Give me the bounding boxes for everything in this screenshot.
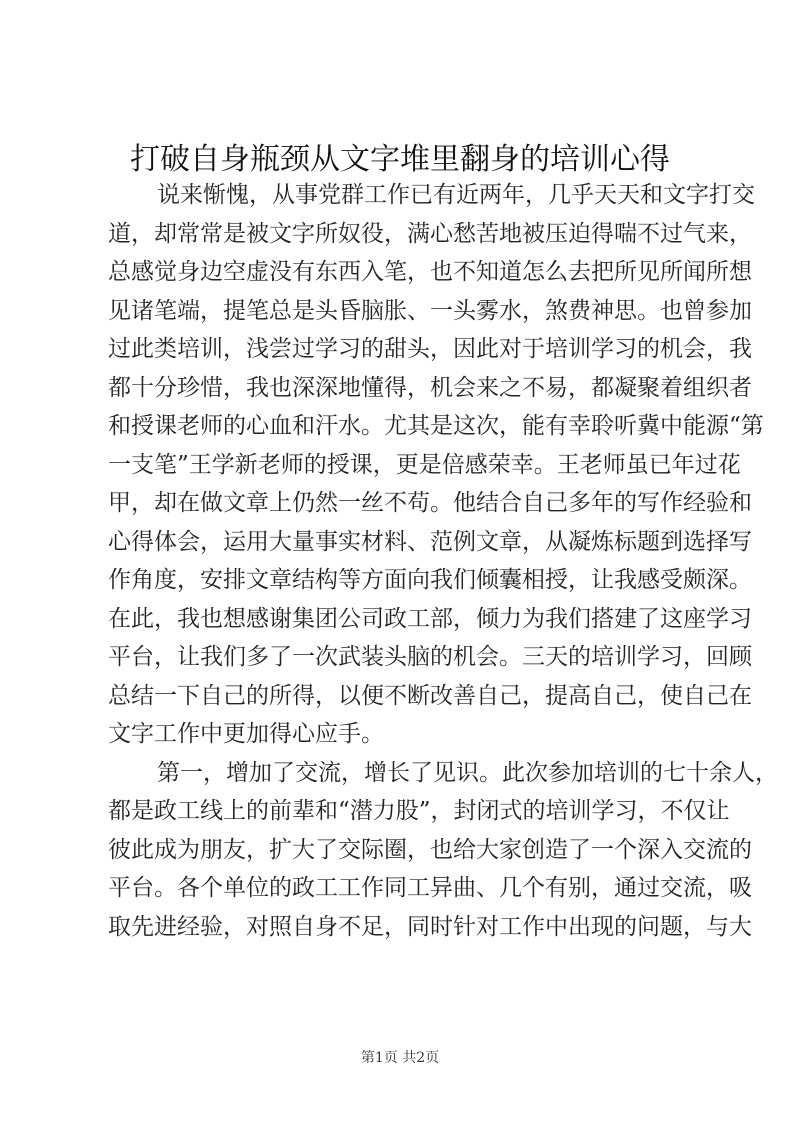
page-footer: 第1页 共2页 [360,1050,440,1066]
paragraph-line: 和授课老师的心血和汗水。尤其是这次，能有幸聆听冀中能源“第 [108,413,764,439]
paragraph-line: 说来惭愧，从事党群工作已有近两年，几乎天天和文字打交 [157,182,755,208]
paragraph-line: 过此类培训，浅尝过学习的甜头，因此对于培训学习的机会，我 [108,336,752,362]
paragraph-line: 见诸笔端，提笔总是头昏脑胀、一头雾水，煞费神思。也曾参加 [108,297,752,324]
paragraph-line: 总结一下自己的所得，以便不断改善自己，提高自己，使自己在 [108,682,752,709]
paragraph-line: 心得体会，运用大量事实材料、范例文章，从凝炼标题到选择写 [108,528,752,555]
paragraph-line: 取先进经验，对照自身不足，同时针对工作中出现的问题，与大 [108,913,752,940]
paragraph-line: 第一，增加了交流，增长了见识。此次参加培训的七十余人， [157,759,778,786]
paragraph-line: 甲，却在做文章上仍然一丝不苟。他结合自己多年的写作经验和 [108,490,752,516]
paragraph-line: 总感觉身边空虚没有东西入笔，也不知道怎么去把所见所闻所想 [108,259,752,285]
paragraph-line: 在此，我也想感谢集团公司政工部，倾力为我们搭建了这座学习 [108,605,752,632]
document-body [108,176,778,946]
paragraph-line: 都十分珍惜，我也深深地懂得，机会来之不易，都凝聚着组织者 [108,374,752,401]
paragraph-line: 彼此成为朋友，扩大了交际圈，也给大家创造了一个深入交流的 [108,836,752,863]
paragraph-line: 道，却常常是被文字所奴役，满心愁苦地被压迫得喘不过气来， [108,220,752,247]
paragraph-line: 一支笔”王学新老师的授课，更是倍感荣幸。王老师虽已年过花 [108,451,741,478]
paragraph-line: 平台。各个单位的政工工作同工异曲、几个有别，通过交流，吸 [108,875,752,901]
paragraph-line: 都是政工线上的前辈和“潜力股”，封闭式的培训学习，不仅让 [108,798,730,824]
paragraph-line: 作角度，安排文章结构等方面向我们倾囊相授，让我感受颇深。 [108,567,752,593]
paragraph-line: 文字工作中更加得心应手。 [108,721,384,747]
document-title: 打破自身瓶颈从文字堆里翻身的培训心得 [130,142,670,177]
paragraph-line: 平台，让我们多了一次武装头脑的机会。三天的培训学习，回顾 [108,644,752,670]
